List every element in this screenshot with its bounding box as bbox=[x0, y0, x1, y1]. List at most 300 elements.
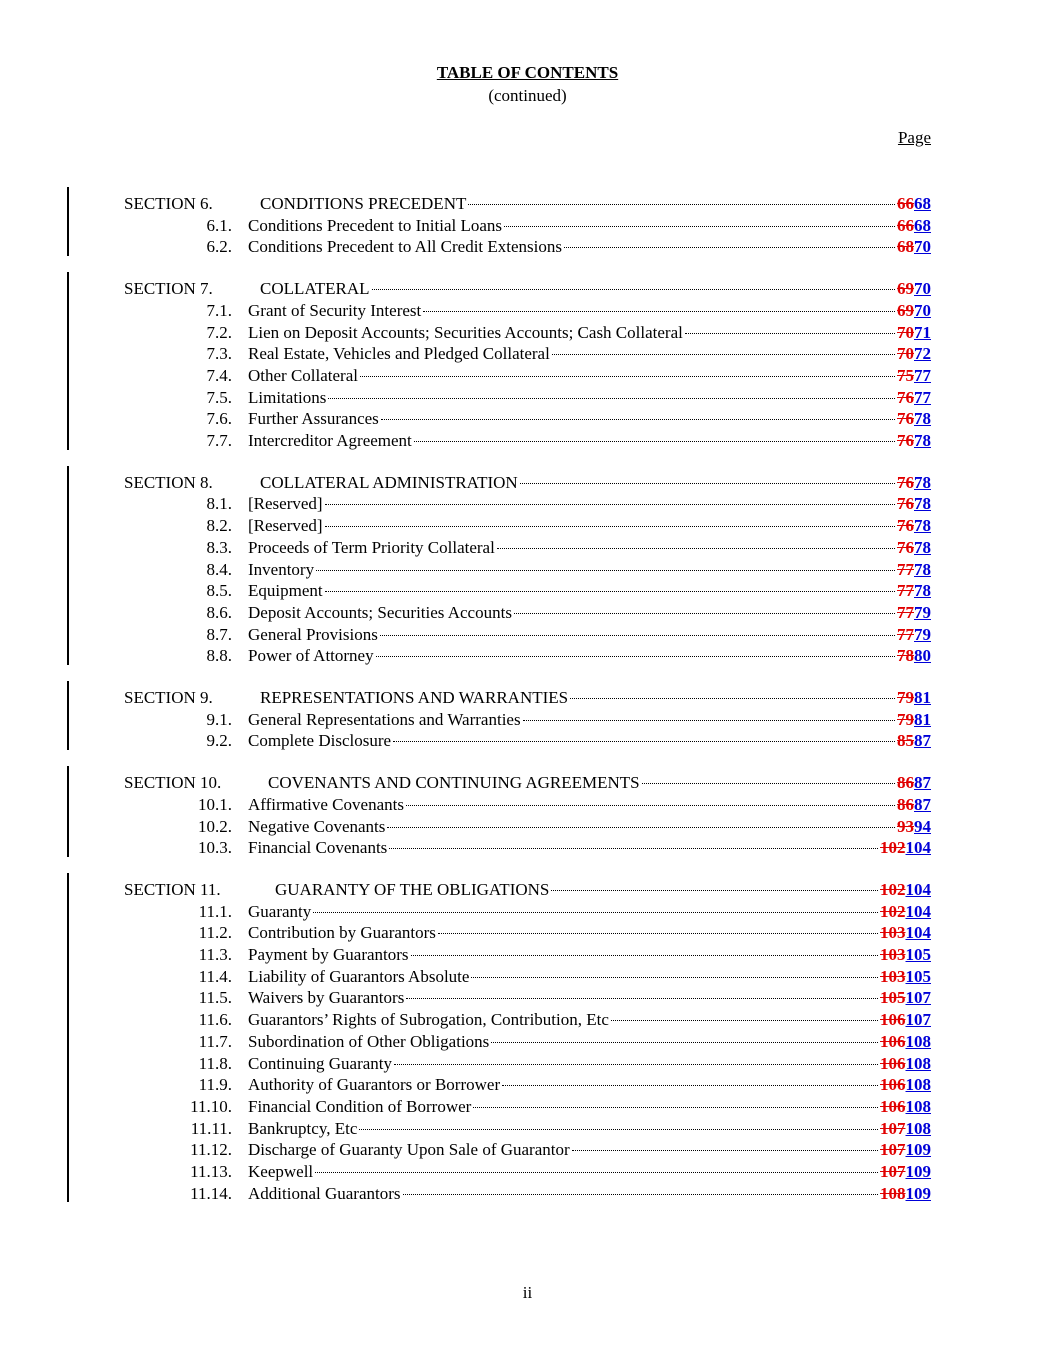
page-reference bbox=[897, 300, 931, 322]
item-title: Negative Covenants bbox=[248, 816, 386, 836]
toc-entry bbox=[248, 430, 931, 452]
section-title: GUARANTY OF THE OBLIGATIONS bbox=[275, 879, 550, 899]
toc-item-row[interactable] bbox=[0, 1161, 1055, 1183]
new-page-number[interactable]: 107 bbox=[905, 1010, 931, 1030]
old-page-number: 78 bbox=[897, 646, 914, 666]
page-reference bbox=[880, 837, 931, 859]
new-page-number[interactable]: 78 bbox=[914, 581, 931, 601]
old-page-number: 76 bbox=[897, 472, 914, 492]
toc-item-row[interactable] bbox=[0, 215, 1055, 237]
toc-entry bbox=[248, 322, 931, 344]
dot-leader bbox=[473, 1107, 878, 1108]
toc-section-row[interactable] bbox=[0, 278, 1055, 300]
toc-entry bbox=[248, 987, 931, 1009]
dot-leader bbox=[523, 720, 895, 721]
revision-change-bar bbox=[67, 681, 69, 750]
toc-item-row[interactable] bbox=[0, 730, 1055, 752]
toc-entry bbox=[248, 215, 931, 237]
old-page-number: 66 bbox=[897, 215, 914, 235]
toc-item-row[interactable] bbox=[0, 408, 1055, 430]
new-page-number[interactable]: 108 bbox=[905, 1031, 931, 1051]
new-page-number[interactable]: 72 bbox=[914, 344, 931, 364]
old-page-number: 76 bbox=[897, 387, 914, 407]
page-reference bbox=[897, 278, 931, 300]
toc-entry bbox=[248, 343, 931, 365]
item-title: Continuing Guaranty bbox=[248, 1053, 393, 1073]
toc-item-row[interactable] bbox=[0, 559, 1055, 581]
page-reference bbox=[897, 794, 931, 816]
old-page-number: 79 bbox=[897, 709, 914, 729]
toc-entry bbox=[248, 408, 931, 430]
toc-item-row[interactable] bbox=[0, 709, 1055, 731]
toc-title: TABLE OF CONTENTS bbox=[436, 63, 619, 82]
toc-item-row[interactable] bbox=[0, 1074, 1055, 1096]
new-page-number[interactable]: 71 bbox=[914, 322, 931, 342]
new-page-number[interactable]: 79 bbox=[914, 624, 931, 644]
toc-section-row[interactable] bbox=[0, 193, 1055, 215]
old-page-number: 86 bbox=[897, 794, 914, 814]
toc-item-row[interactable] bbox=[0, 515, 1055, 537]
item-title: General Representations and Warranties bbox=[248, 709, 521, 729]
new-page-number[interactable]: 78 bbox=[914, 409, 931, 429]
toc-entry bbox=[248, 1161, 931, 1183]
item-number: 11.10. bbox=[190, 1096, 232, 1116]
item-title: Financial Condition of Borrower bbox=[248, 1096, 472, 1116]
page-reference bbox=[880, 922, 931, 944]
dot-leader bbox=[376, 656, 895, 657]
item-title: Bankruptcy, Etc bbox=[248, 1118, 358, 1138]
revision-change-bar bbox=[67, 272, 69, 450]
new-page-number[interactable]: 68 bbox=[914, 215, 931, 235]
page-reference bbox=[897, 645, 931, 667]
toc-item-row[interactable] bbox=[0, 300, 1055, 322]
old-page-number: 103 bbox=[880, 966, 906, 986]
toc-item-row[interactable] bbox=[0, 1053, 1055, 1075]
new-page-number[interactable]: 78 bbox=[914, 516, 931, 536]
toc-item-row[interactable] bbox=[0, 1183, 1055, 1205]
toc-section-row[interactable] bbox=[0, 879, 1055, 901]
toc-entry bbox=[248, 602, 931, 624]
item-number: 11.14. bbox=[190, 1183, 232, 1203]
toc-entry bbox=[248, 1096, 931, 1118]
toc-item-row[interactable] bbox=[0, 493, 1055, 515]
old-page-number: 66 bbox=[897, 194, 914, 213]
item-title: Further Assurances bbox=[248, 409, 379, 429]
toc-item-row[interactable] bbox=[0, 387, 1055, 409]
toc-item-row[interactable] bbox=[0, 987, 1055, 1009]
page-reference bbox=[880, 1118, 931, 1140]
toc-entry bbox=[248, 816, 931, 838]
old-page-number: 77 bbox=[897, 581, 914, 601]
old-page-number: 76 bbox=[897, 431, 914, 450]
item-number: 10.1. bbox=[198, 794, 232, 814]
dot-leader bbox=[611, 1020, 878, 1021]
dot-leader bbox=[497, 548, 895, 549]
old-page-number: 69 bbox=[897, 300, 914, 320]
toc-entry bbox=[248, 730, 931, 752]
old-page-number: 86 bbox=[897, 773, 914, 793]
toc-section-row[interactable] bbox=[0, 472, 1055, 494]
old-page-number: 76 bbox=[897, 516, 914, 536]
new-page-number[interactable]: 81 bbox=[914, 688, 931, 707]
item-title: Discharge of Guaranty Upon Sale of Guarantor bbox=[248, 1140, 570, 1160]
old-page-number: 76 bbox=[897, 537, 914, 557]
new-page-number[interactable]: 108 bbox=[905, 1096, 931, 1116]
new-page-number[interactable]: 104 bbox=[905, 879, 931, 899]
page-reference bbox=[897, 493, 931, 515]
new-page-number[interactable]: 78 bbox=[914, 537, 931, 557]
section-title: COLLATERAL bbox=[260, 279, 370, 299]
revision-change-bar bbox=[67, 187, 69, 256]
new-page-number[interactable]: 78 bbox=[914, 494, 931, 514]
item-title: Guaranty bbox=[248, 901, 312, 921]
dot-leader bbox=[411, 955, 878, 956]
old-page-number: 102 bbox=[880, 879, 906, 899]
toc-item-row[interactable] bbox=[0, 1139, 1055, 1161]
toc-item-row[interactable] bbox=[0, 624, 1055, 646]
toc-entry bbox=[248, 559, 931, 581]
page-reference bbox=[880, 1074, 931, 1096]
dot-leader bbox=[570, 698, 895, 699]
item-title: Guarantors’ Rights of Subrogation, Contribution, Etc bbox=[248, 1010, 609, 1030]
page-reference bbox=[897, 515, 931, 537]
page-reference bbox=[897, 537, 931, 559]
dot-leader bbox=[387, 827, 895, 828]
new-page-number[interactable]: 77 bbox=[914, 365, 931, 385]
item-title: Grant of Security Interest bbox=[248, 300, 422, 320]
page-number: ii bbox=[522, 1283, 533, 1302]
new-page-number[interactable]: 78 bbox=[914, 559, 931, 579]
item-number: 11.13. bbox=[190, 1162, 232, 1181]
page-reference bbox=[897, 408, 931, 430]
item-number: 7.6. bbox=[206, 409, 232, 429]
page-reference bbox=[897, 472, 931, 494]
page-reference bbox=[897, 387, 931, 409]
new-page-number[interactable]: 70 bbox=[914, 279, 931, 299]
toc-entry bbox=[248, 1009, 931, 1031]
page-reference bbox=[880, 966, 931, 988]
dot-leader bbox=[360, 376, 895, 377]
new-page-number[interactable]: 78 bbox=[914, 431, 931, 450]
old-page-number: 108 bbox=[880, 1183, 906, 1203]
item-number: 11.3. bbox=[198, 945, 232, 964]
toc-item-row[interactable] bbox=[0, 343, 1055, 365]
old-page-number: 79 bbox=[897, 688, 914, 707]
toc-item-row[interactable] bbox=[0, 322, 1055, 344]
page-reference bbox=[880, 1161, 931, 1183]
item-number: 7.5. bbox=[206, 387, 232, 407]
old-page-number: 107 bbox=[880, 1162, 906, 1181]
old-page-number: 76 bbox=[897, 409, 914, 429]
toc-item-row[interactable] bbox=[0, 794, 1055, 816]
item-number: 7.1. bbox=[206, 300, 232, 320]
item-number: 11.4. bbox=[198, 966, 232, 986]
toc-entry bbox=[260, 193, 931, 215]
item-title: Keepwell bbox=[248, 1162, 314, 1181]
item-title: [Reserved] bbox=[248, 494, 323, 514]
dot-leader bbox=[406, 805, 895, 806]
page-reference bbox=[897, 602, 931, 624]
toc-entry bbox=[268, 772, 931, 794]
item-number: 11.8. bbox=[198, 1053, 232, 1073]
item-number: 11.11. bbox=[190, 1118, 232, 1138]
dot-leader bbox=[504, 226, 895, 227]
toc-entry bbox=[248, 515, 931, 537]
dot-leader bbox=[394, 1064, 878, 1065]
new-page-number[interactable]: 87 bbox=[914, 773, 931, 793]
toc-section-row[interactable] bbox=[0, 687, 1055, 709]
revision-change-bar bbox=[67, 466, 69, 665]
toc-item-row[interactable] bbox=[0, 1118, 1055, 1140]
toc-item-row[interactable] bbox=[0, 922, 1055, 944]
dot-leader bbox=[406, 998, 878, 999]
item-title: Affirmative Covenants bbox=[248, 794, 404, 814]
toc-entry bbox=[248, 300, 931, 322]
item-number: 8.2. bbox=[206, 516, 232, 536]
item-title: Power of Attorney bbox=[248, 646, 374, 666]
toc-entry bbox=[248, 709, 931, 731]
new-page-number[interactable]: 109 bbox=[905, 1140, 931, 1160]
item-number: 11.12. bbox=[190, 1140, 232, 1160]
page-reference bbox=[880, 1009, 931, 1031]
new-page-number[interactable]: 94 bbox=[914, 816, 931, 836]
toc-item-row[interactable] bbox=[0, 1031, 1055, 1053]
toc-item-row[interactable] bbox=[0, 1009, 1055, 1031]
page-column-header: Page bbox=[897, 128, 931, 147]
item-title: Intercreditor Agreement bbox=[248, 431, 412, 450]
new-page-number[interactable]: 108 bbox=[905, 1053, 931, 1073]
page-reference bbox=[880, 1139, 931, 1161]
toc-item-row[interactable] bbox=[0, 837, 1055, 859]
old-page-number: 106 bbox=[880, 1075, 906, 1095]
old-page-number: 76 bbox=[897, 494, 914, 514]
toc-entry bbox=[248, 944, 931, 966]
item-number: 6.1. bbox=[206, 215, 232, 235]
item-number: 8.4. bbox=[206, 559, 232, 579]
item-title: Deposit Accounts; Securities Accounts bbox=[248, 602, 512, 622]
old-page-number: 77 bbox=[897, 624, 914, 644]
new-page-number[interactable]: 109 bbox=[905, 1183, 931, 1203]
dot-leader bbox=[325, 504, 895, 505]
section-number: SECTION 7. bbox=[124, 279, 213, 299]
toc-entry bbox=[248, 837, 931, 859]
section-number: SECTION 9. bbox=[124, 688, 213, 707]
item-number: 11.9. bbox=[198, 1075, 232, 1095]
item-number: 11.5. bbox=[198, 988, 232, 1008]
new-page-number[interactable]: 109 bbox=[905, 1162, 931, 1181]
item-title: Conditions Precedent to All Credit Extensions bbox=[248, 237, 563, 257]
old-page-number: 106 bbox=[880, 1031, 906, 1051]
dot-leader bbox=[372, 289, 895, 290]
toc-entry bbox=[248, 645, 931, 667]
old-page-number: 106 bbox=[880, 1053, 906, 1073]
old-page-number: 75 bbox=[897, 365, 914, 385]
section-number: SECTION 6. bbox=[124, 194, 213, 213]
item-title: Real Estate, Vehicles and Pledged Collateral bbox=[248, 344, 550, 364]
new-page-number[interactable]: 104 bbox=[905, 901, 931, 921]
dot-leader bbox=[389, 848, 878, 849]
toc-entry bbox=[248, 1074, 931, 1096]
toc-item-row[interactable] bbox=[0, 365, 1055, 387]
dot-leader bbox=[403, 1194, 879, 1195]
toc-item-row[interactable] bbox=[0, 580, 1055, 602]
dot-leader bbox=[551, 890, 878, 891]
item-number: 8.7. bbox=[206, 624, 232, 644]
dot-leader bbox=[572, 1150, 878, 1151]
new-page-number[interactable]: 108 bbox=[905, 1118, 931, 1138]
toc-entry bbox=[248, 794, 931, 816]
item-number: 7.7. bbox=[206, 431, 232, 450]
new-page-number[interactable]: 87 bbox=[914, 794, 931, 814]
toc-entry bbox=[260, 278, 931, 300]
old-page-number: 69 bbox=[897, 279, 914, 299]
dot-leader bbox=[359, 1129, 878, 1130]
old-page-number: 103 bbox=[880, 923, 906, 943]
page-reference bbox=[897, 236, 931, 258]
page-reference bbox=[897, 687, 931, 709]
new-page-number[interactable]: 81 bbox=[914, 709, 931, 729]
new-page-number[interactable]: 87 bbox=[914, 731, 931, 751]
item-number: 8.5. bbox=[206, 581, 232, 601]
old-page-number: 93 bbox=[897, 816, 914, 836]
dot-leader bbox=[642, 783, 895, 784]
item-number: 7.4. bbox=[206, 365, 232, 385]
item-title: Proceeds of Term Priority Collateral bbox=[248, 537, 495, 557]
dot-leader bbox=[520, 483, 895, 484]
page-reference bbox=[880, 1053, 931, 1075]
page-reference bbox=[897, 772, 931, 794]
new-page-number[interactable]: 70 bbox=[914, 300, 931, 320]
item-title: Limitations bbox=[248, 387, 327, 407]
dot-leader bbox=[313, 912, 878, 913]
toc-entry bbox=[248, 1118, 931, 1140]
toc-entry bbox=[248, 1139, 931, 1161]
new-page-number[interactable]: 105 bbox=[905, 945, 931, 964]
toc-item-row[interactable] bbox=[0, 901, 1055, 923]
toc-section-row[interactable] bbox=[0, 772, 1055, 794]
dot-leader bbox=[685, 333, 895, 334]
toc-entry bbox=[248, 624, 931, 646]
new-page-number[interactable]: 77 bbox=[914, 387, 931, 407]
section-number: SECTION 11. bbox=[124, 879, 221, 899]
dot-leader bbox=[564, 247, 895, 248]
toc-entry bbox=[248, 365, 931, 387]
new-page-number[interactable]: 107 bbox=[905, 988, 931, 1008]
toc-entry bbox=[248, 1031, 931, 1053]
old-page-number: 68 bbox=[897, 237, 914, 257]
item-number: 8.8. bbox=[206, 646, 232, 666]
dot-leader bbox=[380, 635, 895, 636]
new-page-number[interactable]: 80 bbox=[914, 646, 931, 666]
page-reference bbox=[897, 193, 931, 215]
page-reference bbox=[897, 624, 931, 646]
dot-leader bbox=[471, 977, 878, 978]
item-number: 7.2. bbox=[206, 322, 232, 342]
item-number: 9.1. bbox=[206, 709, 232, 729]
new-page-number[interactable]: 104 bbox=[905, 923, 931, 943]
toc-item-row[interactable] bbox=[0, 645, 1055, 667]
new-page-number[interactable]: 68 bbox=[914, 194, 931, 213]
toc-item-row[interactable] bbox=[0, 430, 1055, 452]
toc-entry bbox=[248, 537, 931, 559]
new-page-number[interactable]: 104 bbox=[905, 838, 931, 858]
dot-leader bbox=[438, 933, 878, 934]
page-reference bbox=[880, 1183, 931, 1205]
item-number: 11.2. bbox=[198, 923, 232, 943]
toc-entry bbox=[248, 580, 931, 602]
toc-entry bbox=[248, 966, 931, 988]
toc-item-row[interactable] bbox=[0, 966, 1055, 988]
page-reference bbox=[897, 709, 931, 731]
section-number: SECTION 10. bbox=[124, 773, 222, 793]
new-page-number[interactable]: 78 bbox=[914, 472, 931, 492]
old-page-number: 105 bbox=[880, 988, 906, 1008]
old-page-number: 77 bbox=[897, 602, 914, 622]
toc-item-row[interactable] bbox=[0, 944, 1055, 966]
dot-leader bbox=[315, 1172, 878, 1173]
new-page-number[interactable]: 79 bbox=[914, 602, 931, 622]
dot-leader bbox=[502, 1085, 878, 1086]
page-reference bbox=[897, 580, 931, 602]
old-page-number: 77 bbox=[897, 559, 914, 579]
toc-subtitle: (continued) bbox=[488, 86, 567, 105]
item-number: 9.2. bbox=[206, 731, 232, 751]
dot-leader bbox=[514, 613, 895, 614]
item-number: 11.1. bbox=[198, 901, 232, 921]
toc-entry bbox=[248, 1053, 931, 1075]
dot-leader bbox=[381, 419, 895, 420]
new-page-number[interactable]: 108 bbox=[905, 1075, 931, 1095]
section-title: COLLATERAL ADMINISTRATION bbox=[260, 472, 518, 492]
new-page-number[interactable]: 70 bbox=[914, 237, 931, 257]
toc-entry bbox=[248, 901, 931, 923]
item-number: 10.3. bbox=[198, 838, 232, 858]
item-title: Additional Guarantors bbox=[248, 1183, 401, 1203]
item-title: Authority of Guarantors or Borrower bbox=[248, 1075, 501, 1095]
section-number: SECTION 8. bbox=[124, 472, 213, 492]
item-number: 6.2. bbox=[206, 237, 232, 257]
toc-item-row[interactable] bbox=[0, 1096, 1055, 1118]
toc-item-row[interactable] bbox=[0, 816, 1055, 838]
old-page-number: 70 bbox=[897, 344, 914, 364]
item-title: Payment by Guarantors bbox=[248, 945, 409, 964]
toc-item-row[interactable] bbox=[0, 236, 1055, 258]
page-reference bbox=[897, 816, 931, 838]
old-page-number: 107 bbox=[880, 1140, 906, 1160]
toc-item-row[interactable] bbox=[0, 602, 1055, 624]
old-page-number: 70 bbox=[897, 322, 914, 342]
toc-item-row[interactable] bbox=[0, 537, 1055, 559]
old-page-number: 103 bbox=[880, 945, 906, 964]
toc-entry bbox=[248, 493, 931, 515]
toc-entry bbox=[260, 472, 931, 494]
page-reference bbox=[897, 215, 931, 237]
page-reference bbox=[880, 901, 931, 923]
page-reference bbox=[897, 559, 931, 581]
item-number: 8.3. bbox=[206, 537, 232, 557]
dot-leader bbox=[414, 441, 895, 442]
new-page-number[interactable]: 105 bbox=[905, 966, 931, 986]
toc-entry bbox=[260, 687, 931, 709]
item-title: Inventory bbox=[248, 559, 315, 579]
item-number: 7.3. bbox=[206, 344, 232, 364]
item-number: 10.2. bbox=[198, 816, 232, 836]
dot-leader bbox=[325, 591, 895, 592]
old-page-number: 85 bbox=[897, 731, 914, 751]
page-reference bbox=[897, 343, 931, 365]
old-page-number: 102 bbox=[880, 838, 906, 858]
page-reference bbox=[880, 987, 931, 1009]
